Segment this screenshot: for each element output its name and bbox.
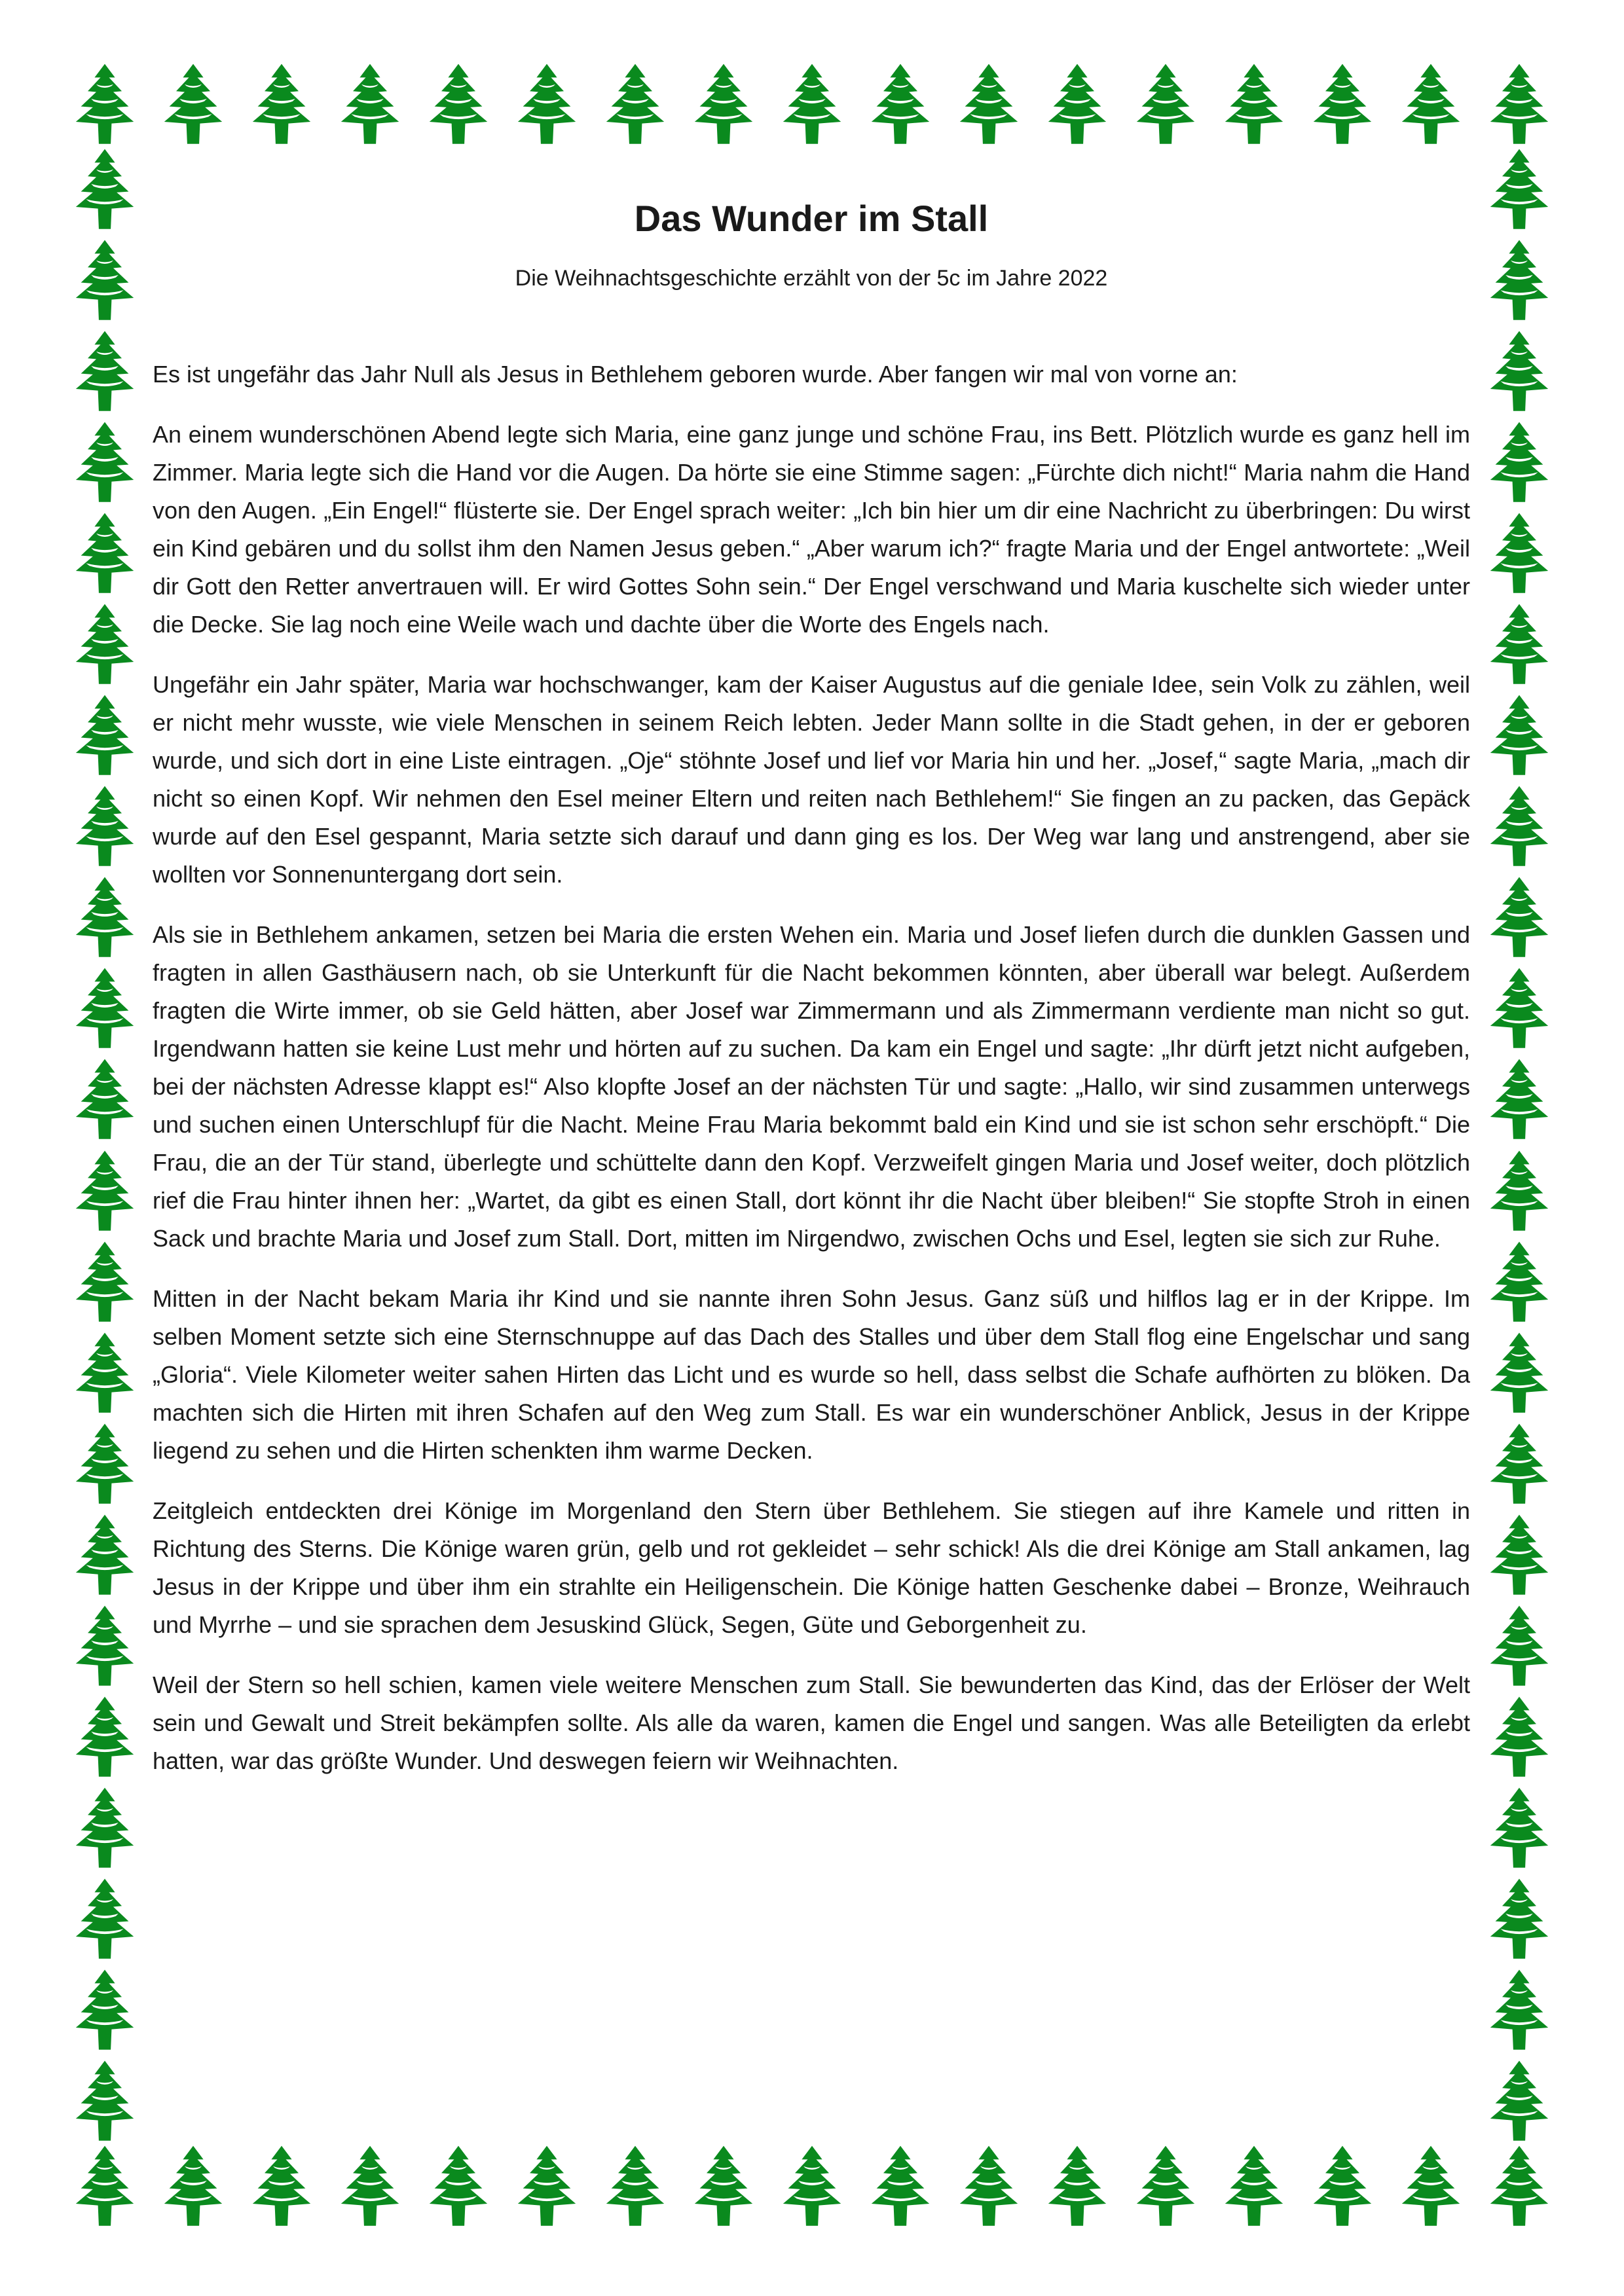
christmas-tree-icon: [62, 1422, 147, 1507]
christmas-tree-icon: [946, 2144, 1031, 2229]
story-paragraph: Ungefähr ein Jahr später, Maria war hochschwanger, kam der Kaiser Augustus auf die geniale Idee, sein Volk zu zählen, weil er nicht mehr wusste, wie viele Menschen in seinem Reich lebten. Jeder Mann sollte in die Stadt gehen, in der er geboren wurde, und sich dort in eine Liste eintragen. „Oje“ stöhnte Josef und lief vor Maria hin und her. „Josef,“ sagte Maria, „mach dir nicht so einen Kopf. Wir nehmen den Esel meiner Eltern und reiten nach Bethlehem!“ Sie fingen an zu packen, das Gepäck wurde auf den Esel gespannt, Maria setzte sich darauf und dann ging es los. Der Weg war lang und anstrengend, aber sie wollten vor Sonnenuntergang dort sein.: [153, 671, 1470, 888]
christmas-tree-icon: [62, 147, 147, 232]
christmas-tree-icon: [1388, 62, 1473, 147]
christmas-tree-icon: [62, 1149, 147, 1234]
story-paragraph: Weil der Stern so hell schien, kamen viele weitere Menschen zum Stall. Sie bewunderten das Kind, das der Erlöser der Welt sein und Gewalt und Streit bekämpfen sollte. Als alle da waren, kamen die Engel und sangen. Was alle Beteiligten da erlebt hatten, war das größte Wunder. Und deswegen feiern wir Weihnachten.: [153, 1671, 1470, 1775]
page-title: Das Wunder im Stall: [634, 198, 989, 239]
christmas-tree-icon: [1477, 238, 1562, 323]
christmas-tree-icon: [1477, 2059, 1562, 2144]
christmas-tree-icon: [1035, 62, 1120, 147]
christmas-tree-icon: [416, 2144, 501, 2229]
christmas-tree-icon: [1477, 1786, 1562, 1871]
christmas-tree-icon: [62, 420, 147, 505]
christmas-tree-icon: [239, 2144, 324, 2229]
story-paragraph: Mitten in der Nacht bekam Maria ihr Kind und sie nannte ihren Sohn Jesus. Ganz süß und hilflos lag er in der Krippe. Im selben Moment setzte sich eine Sternschnuppe auf das Dach des Stalles und über dem Stall flog eine Engelschar und sang „Gloria“. Viele Kilometer weiter sahen Hirten das Licht und es wurde so hell, dass selbst die Schafe aufhörten zu blöken. Da machten sich die Hirten mit ihren Schafen auf den Weg zum Stall. Es war ein wunderschöner Anblick, Jesus in der Krippe liegend zu sehen und die Hirten schenkten ihm warme Decken.: [153, 1285, 1470, 1465]
christmas-tree-icon: [1211, 62, 1297, 147]
story-paragraph: An einem wunderschönen Abend legte sich Maria, eine ganz junge und schöne Frau, ins Bett. Plötzlich wurde es ganz hell im Zimmer. Maria legte sich die Hand vor die Augen. Da hörte sie eine Stimme sagen: „Fürchte dich nicht!“ Maria nahm die Hand von den Augen. „Ein Engel!“ flüsterte sie. Der Engel sprach weiter: „Ich bin hier um dir eine Nachricht zu überbringen: Du wirst ein Kind gebären und du sollst ihm den Namen Jesus geben.“ „Aber warum ich?“ fragte Maria und der Engel antwortete: „Weil dir Gott den Retter anvertrauen will. Er wird Gottes Sohn sein.“ Der Engel verschwand und Maria kuschelte sich wieder unter die Decke. Sie lag noch eine Weile wach und dachte über die Worte des Engels nach.: [153, 421, 1470, 638]
christmas-tree-icon: [1477, 784, 1562, 869]
tree-border-right: [1477, 147, 1562, 2144]
christmas-tree-icon: [62, 1786, 147, 1871]
christmas-tree-icon: [593, 62, 678, 147]
christmas-tree-icon: [1477, 1877, 1562, 1962]
christmas-tree-icon: [1477, 1422, 1562, 1507]
christmas-tree-icon: [62, 1877, 147, 1962]
christmas-tree-icon: [858, 2144, 943, 2229]
christmas-tree-icon: [1477, 875, 1562, 960]
christmas-tree-icon: [1477, 62, 1562, 147]
christmas-tree-icon: [62, 784, 147, 869]
christmas-tree-icon: [769, 62, 855, 147]
tree-border-top: [62, 62, 1562, 147]
christmas-tree-icon: [1477, 1240, 1562, 1325]
christmas-tree-icon: [62, 1695, 147, 1780]
christmas-tree-icon: [769, 2144, 855, 2229]
christmas-tree-icon: [1123, 2144, 1208, 2229]
christmas-tree-icon: [1477, 1331, 1562, 1416]
christmas-tree-icon: [1477, 511, 1562, 596]
christmas-tree-icon: [62, 1240, 147, 1325]
christmas-tree-icon: [1123, 62, 1208, 147]
christmas-tree-icon: [62, 2144, 147, 2229]
christmas-tree-icon: [62, 1604, 147, 1689]
christmas-tree-icon: [1477, 1695, 1562, 1780]
tree-border-bottom: [62, 2144, 1562, 2229]
christmas-tree-icon: [62, 875, 147, 960]
christmas-tree-icon: [62, 1968, 147, 2053]
christmas-tree-icon: [1211, 2144, 1297, 2229]
christmas-tree-icon: [1477, 147, 1562, 232]
story-paragraph: Es ist ungefähr das Jahr Null als Jesus in Bethlehem geboren wurde. Aber fangen wir mal von vorne an:: [153, 361, 1238, 388]
christmas-tree-icon: [1477, 1968, 1562, 2053]
christmas-tree-icon: [1035, 2144, 1120, 2229]
christmas-tree-icon: [62, 329, 147, 414]
christmas-tree-icon: [327, 2144, 413, 2229]
christmas-tree-icon: [62, 693, 147, 778]
christmas-tree-icon: [1477, 602, 1562, 687]
christmas-tree-icon: [1477, 1513, 1562, 1598]
christmas-tree-icon: [239, 62, 324, 147]
christmas-tree-icon: [151, 2144, 236, 2229]
christmas-tree-icon: [858, 62, 943, 147]
christmas-tree-icon: [681, 2144, 766, 2229]
christmas-tree-icon: [1477, 966, 1562, 1051]
christmas-tree-icon: [1477, 2144, 1562, 2229]
christmas-tree-icon: [62, 602, 147, 687]
christmas-tree-icon: [62, 1057, 147, 1142]
christmas-tree-icon: [1477, 1604, 1562, 1689]
page-subtitle: Die Weihnachtsgeschichte erzählt von der 5c im Jahre 2022: [515, 266, 1108, 291]
christmas-tree-icon: [1477, 329, 1562, 414]
christmas-tree-icon: [416, 62, 501, 147]
christmas-tree-icon: [62, 2059, 147, 2144]
story-paragraph: Zeitgleich entdeckten drei Könige im Morgenland den Stern über Bethlehem. Sie stiegen auf ihre Kamele und ritten in Richtung des Sterns. Die Könige waren grün, gelb und rot gekleidet – sehr schick! Als die drei Könige am Stall ankamen, lag Jesus in der Krippe und über ihm ein strahlte ein Heiligenschein. Die Könige hatten Geschenke dabei – Bronze, Weihrauch und Myrrhe – und sie sprachen dem Jesuskind Glück, Segen, Güte und Geborgenheit zu.: [153, 1497, 1470, 1639]
christmas-tree-icon: [1388, 2144, 1473, 2229]
christmas-tree-icon: [1477, 1057, 1562, 1142]
christmas-tree-icon: [62, 1331, 147, 1416]
christmas-tree-icon: [62, 1513, 147, 1598]
christmas-tree-icon: [62, 966, 147, 1051]
christmas-tree-icon: [62, 511, 147, 596]
christmas-tree-icon: [681, 62, 766, 147]
christmas-tree-icon: [62, 62, 147, 147]
christmas-tree-icon: [1477, 420, 1562, 505]
christmas-tree-icon: [151, 62, 236, 147]
christmas-tree-icon: [1477, 693, 1562, 778]
tree-border-left: [62, 147, 147, 2144]
christmas-tree-icon: [504, 2144, 589, 2229]
story-content: [153, 196, 1470, 1802]
christmas-tree-icon: [946, 62, 1031, 147]
christmas-tree-icon: [1300, 62, 1385, 147]
christmas-tree-icon: [62, 238, 147, 323]
christmas-tree-icon: [327, 62, 413, 147]
christmas-tree-icon: [1477, 1149, 1562, 1234]
christmas-tree-icon: [504, 62, 589, 147]
christmas-tree-icon: [1300, 2144, 1385, 2229]
christmas-tree-icon: [593, 2144, 678, 2229]
story-paragraph: Als sie in Bethlehem ankamen, setzen bei Maria die ersten Wehen ein. Maria und Josef liefen durch die dunklen Gassen und fragten in allen Gasthäusern nach, ob sie Unterkunft für die Nacht bekommen könnten, aber überall war belegt. Außerdem fragten die Wirte immer, ob sie Geld hätten, aber Josef war Zimmermann und als Zimmermann verdiente man nicht so gut. Irgendwann hatten sie keine Lust mehr und hörten auf zu suchen. Da kam ein Engel und sagte: „Ihr dürft jetzt nicht aufgeben, bei der nächsten Adresse klappt es!“ Also klopfte Josef an der nächsten Tür und sagte: „Hallo, wir sind zusammen unterwegs und suchen einen Unterschlupf für die Nacht. Meine Frau Maria bekommt bald ein Kind und sie ist schon sehr erschöpft.“ Die Frau, die an der Tür stand, überlegte und schüttelte dann den Kopf. Verzweifelt gingen Maria und Josef weiter, doch plötzlich rief die Frau hinter ihnen her: „Wartet, da gibt es einen Stall, dort könnt ihr die Nacht über bleiben!“ Sie stopfte Stroh in einen Sack und brachte Maria und Josef zum Stall. Dort, mitten im Nirgendwo, zwischen Ochs und Esel, legten sie sich zur Ruhe.: [153, 921, 1470, 1252]
